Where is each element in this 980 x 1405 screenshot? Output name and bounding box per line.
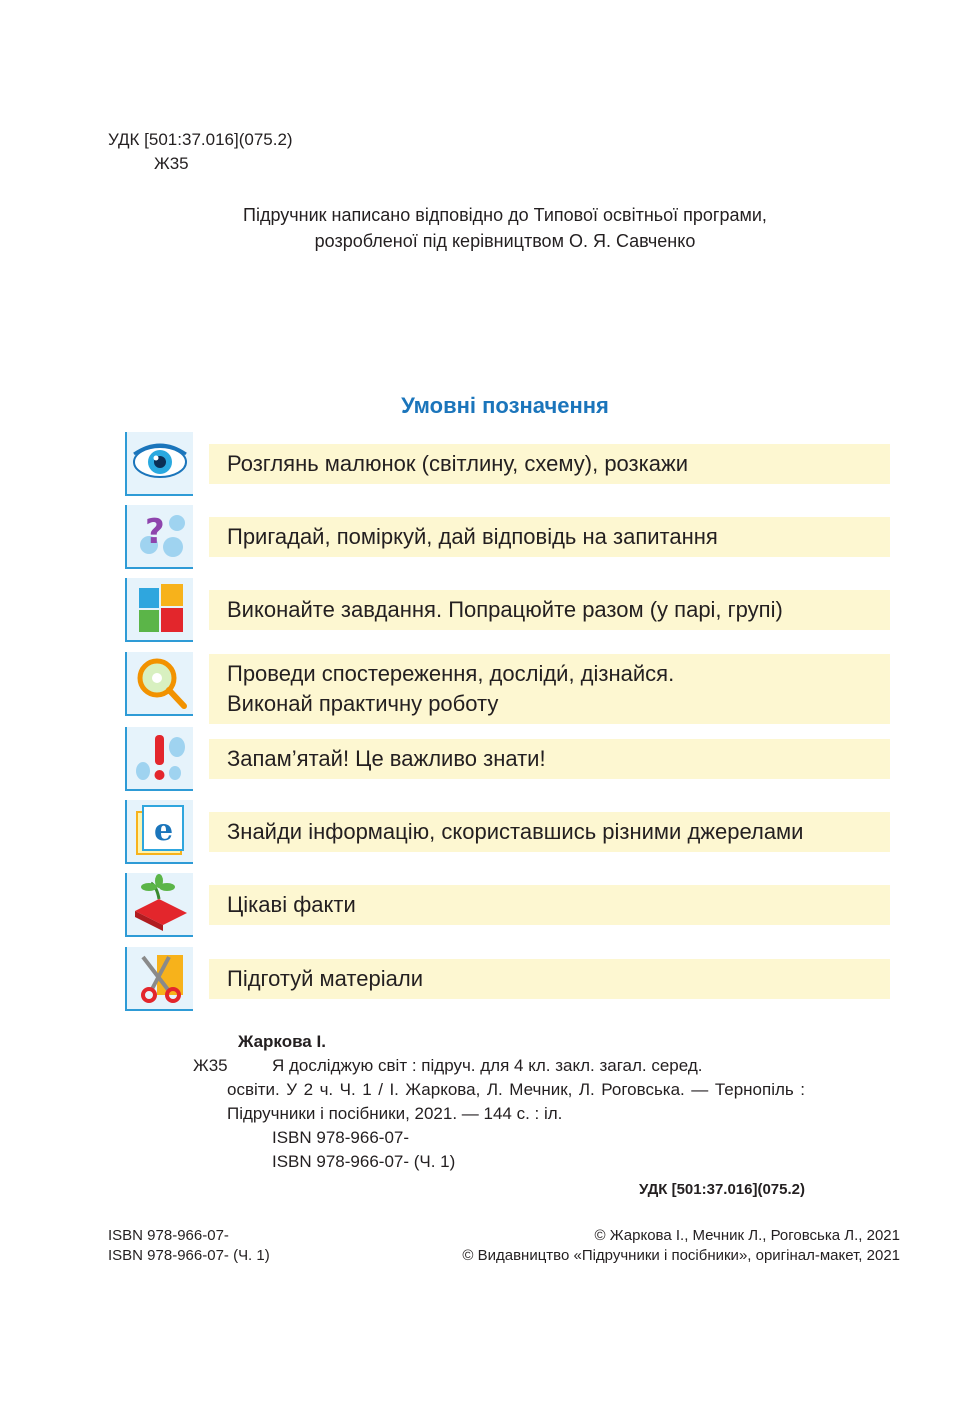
catalog-isbn-2: ISBN 978-966-07- (Ч. 1)	[272, 1152, 456, 1171]
footer-isbn-2: ISBN 978-966-07- (Ч. 1)	[108, 1247, 270, 1264]
legend-text-line-2: Виконай практичну роботу	[227, 691, 499, 716]
copyright-authors: © Жаркова І., Мечник Л., Роговська Л., 2021	[594, 1227, 900, 1244]
legend-text	[209, 654, 890, 724]
legend-item-eye	[125, 432, 890, 494]
legend-text	[209, 959, 890, 999]
footer-isbn	[108, 1226, 270, 1266]
legend-text-line: Проведи спостереження, досліди́, дізнайся.	[227, 661, 675, 686]
legend-text	[209, 444, 890, 484]
legend-item-book	[125, 873, 890, 935]
puzzle-icon	[125, 578, 193, 642]
internet-icon	[125, 800, 193, 864]
exclamation-icon	[125, 727, 193, 791]
eye-icon	[125, 432, 193, 496]
catalog-desc-line-1: Я досліджую світ : підруч. для 4 кл. закл. загал. серед.	[272, 1056, 703, 1075]
copyright-publisher: © Видавництво «Підручники і посібники», оригінал-макет, 2021	[462, 1247, 900, 1264]
legend-text-line: Цікаві факти	[227, 892, 356, 917]
legend-item-puzzle	[125, 578, 890, 640]
magnifier-icon	[125, 652, 193, 716]
legend-text	[209, 590, 890, 630]
legend-text-line: Виконайте завдання. Попрацюйте разом (у парі, групі)	[227, 597, 783, 622]
catalog-udk: УДК [501:37.016](075.2)	[639, 1181, 805, 1198]
legend-item-exclamation	[125, 727, 890, 789]
legend-item-question	[125, 505, 890, 567]
legend-text-line: Пригадай, поміркуй, дай відповідь на запитання	[227, 524, 718, 549]
svg-text:?: ?	[145, 512, 165, 552]
legend-title: Умовні позначення	[401, 393, 609, 418]
legend-text	[209, 812, 890, 852]
intro-note	[0, 202, 980, 254]
catalog-code: Ж35	[193, 1056, 228, 1075]
svg-text:e: e	[154, 813, 174, 848]
legend-text-line: Знайди інформацію, скориставшись різними джерелами	[227, 819, 804, 844]
intro-line-1: Підручник написано відповідно до Типової освітньої програми,	[243, 205, 767, 225]
legend-item-magnifier	[125, 652, 890, 716]
legend-text-line: Розглянь малюнок (світлину, схему), розкажи	[227, 451, 688, 476]
udk-code: УДК [501:37.016](075.2)	[108, 130, 293, 149]
book-plant-icon	[125, 873, 193, 937]
legend-item-internet	[125, 800, 890, 862]
legend-text	[209, 885, 890, 925]
catalog-card	[193, 1030, 805, 1202]
legend-text-line: Запам’ятай! Це важливо знати!	[227, 746, 546, 771]
question-icon	[125, 505, 193, 569]
footer-copyright	[462, 1226, 900, 1266]
legend-text	[209, 739, 890, 779]
legend-item-scissors	[125, 947, 890, 1009]
catalog-isbn-1: ISBN 978-966-07-	[272, 1128, 410, 1147]
legend-text-line: Підготуй матеріали	[227, 966, 423, 991]
catalog-author: Жаркова І.	[238, 1032, 326, 1051]
footer-isbn-1: ISBN 978-966-07-	[108, 1227, 229, 1244]
intro-line-2: розробленої під керівництвом О. Я. Савченко	[314, 231, 696, 251]
scissors-icon	[125, 947, 193, 1011]
legend-text	[209, 517, 890, 557]
catalog-description	[193, 1054, 805, 1126]
udk-header	[108, 128, 293, 176]
catalog-desc-rest: освіти. У 2 ч. Ч. 1 / І. Жаркова, Л. Мечник, Л. Роговська. — Тернопіль : Підручники і посібники, 2021. — 144 с. : іл.	[227, 1080, 805, 1123]
author-code: Ж35	[154, 154, 189, 173]
